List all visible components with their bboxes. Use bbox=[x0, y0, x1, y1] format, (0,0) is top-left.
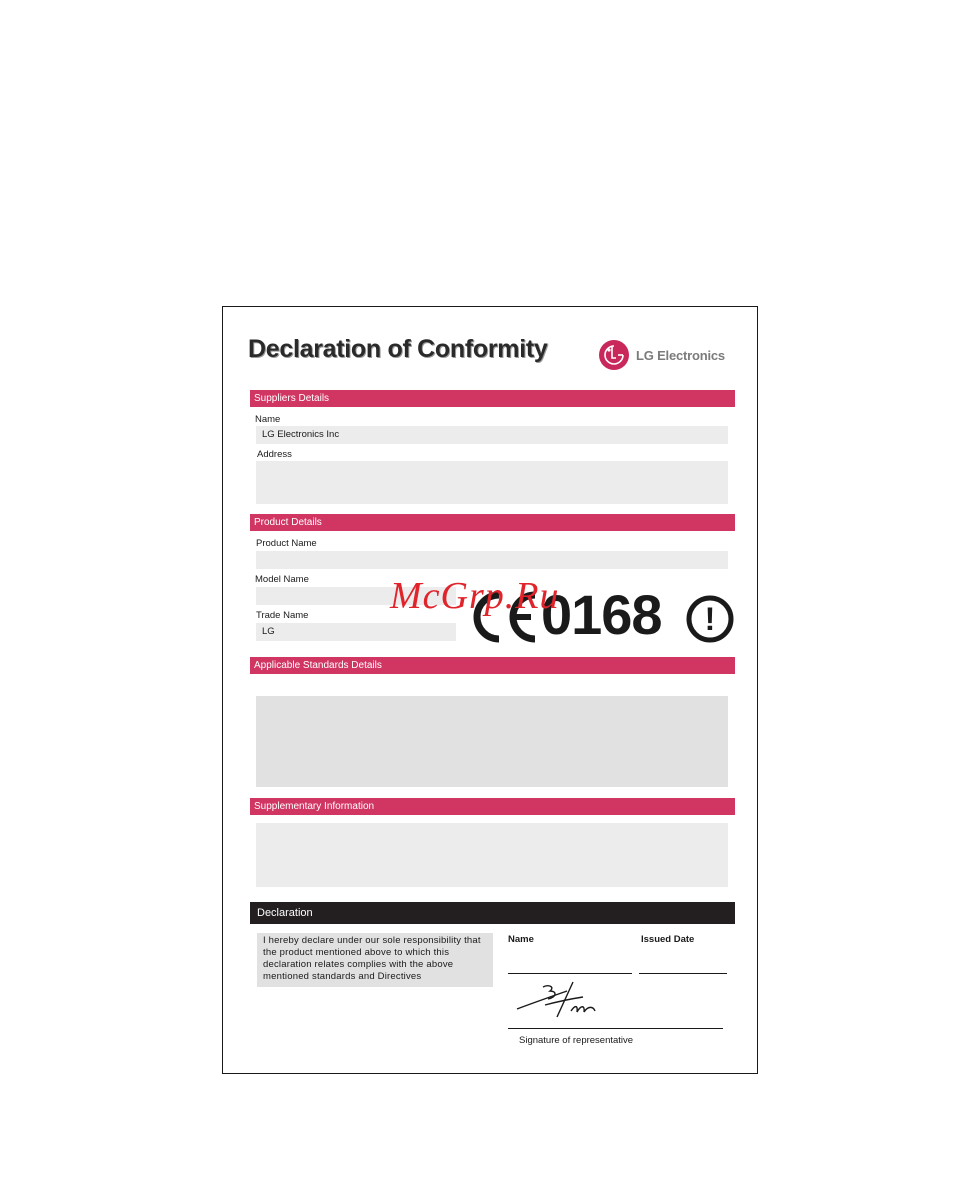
trade-name-field[interactable]: LG bbox=[256, 623, 456, 641]
date-line bbox=[639, 973, 727, 974]
signature-mark bbox=[515, 979, 615, 1024]
product-details-header: Product Details bbox=[250, 514, 735, 531]
signature-line bbox=[508, 1028, 723, 1029]
brand-name: LG Electronics bbox=[636, 347, 725, 363]
signatory-name-label: Name bbox=[508, 934, 534, 945]
notified-body-number: 0168 bbox=[541, 583, 662, 646]
standards-field[interactable] bbox=[256, 696, 728, 787]
name-line bbox=[508, 973, 632, 974]
watermark-text: McGrp.Ru bbox=[390, 575, 560, 617]
signature-caption: Signature of representative bbox=[519, 1035, 634, 1046]
supplier-name-label: Name bbox=[255, 414, 281, 425]
supplier-name-field[interactable]: LG Electronics Inc bbox=[256, 426, 728, 444]
trade-name-label: Trade Name bbox=[256, 610, 309, 621]
supplementary-header: Supplementary Information bbox=[250, 798, 735, 815]
declaration-statement: I hereby declare under our sole responsibility that the product mentioned above to which this declaration relates complies with the above mentioned standards and Directives bbox=[257, 933, 493, 987]
supplementary-field[interactable] bbox=[256, 823, 728, 887]
standards-header: Applicable Standards Details bbox=[250, 657, 735, 674]
declaration-header: Declaration bbox=[250, 902, 735, 924]
document-title: Declaration of Conformity bbox=[248, 335, 548, 363]
supplier-address-field[interactable] bbox=[256, 461, 728, 504]
issued-date-label: Issued Date bbox=[641, 934, 695, 945]
brand-logo bbox=[598, 339, 725, 371]
product-name-field[interactable] bbox=[256, 551, 728, 569]
model-name-label: Model Name bbox=[255, 574, 309, 585]
alert-circle-icon bbox=[685, 594, 735, 644]
product-name-label: Product Name bbox=[256, 538, 317, 549]
svg-text:!: ! bbox=[704, 601, 716, 637]
lg-logo-icon bbox=[598, 339, 630, 371]
declaration-form bbox=[222, 306, 758, 1074]
supplier-address-label: Address bbox=[257, 449, 292, 460]
suppliers-details-header: Suppliers Details bbox=[250, 390, 735, 407]
